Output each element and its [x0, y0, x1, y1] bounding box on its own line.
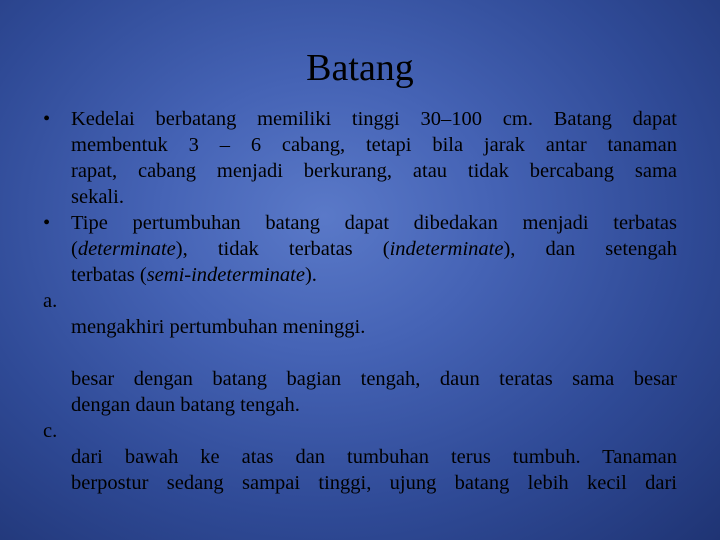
bullet-item-1: [43, 106, 677, 210]
bullet-icon: •: [43, 108, 51, 130]
bullet-2-line-3: terbatas (semi-indeterminate).: [71, 264, 317, 286]
item-c-marker: c.: [43, 420, 58, 442]
slide-title: [0, 46, 720, 90]
bullet-1-line-1: Kedelai berbatang memiliki tinggi 30–100 cm. Batang dapat: [71, 108, 677, 130]
slide-title-text: Batang: [306, 47, 414, 89]
bullet-1-line-3: rapat, cabang menjadi berkurang, atau tidak bercabang sama: [71, 160, 677, 182]
item-c-line-1: dari bawah ke atas dan tumbuhan terus tumbuh. Tanaman: [71, 446, 677, 468]
item-b-line-2: dengan daun batang tengah.: [71, 394, 300, 416]
bullet-item-2: [43, 210, 677, 288]
item-a-text: mengakhiri pertumbuhan meninggi.: [71, 316, 366, 338]
item-a-marker: a.: [43, 290, 58, 312]
bullet-2-line-2: (determinate), tidak terbatas (indeterminate), dan setengah: [71, 238, 677, 260]
bullet-2-line-1: Tipe pertumbuhan batang dapat dibedakan menjadi terbatas: [71, 212, 677, 234]
bullet-1-line-2: membentuk 3 – 6 cabang, tetapi bila jarak antar tanaman: [71, 134, 677, 156]
item-c-line-2: berpostur sedang sampai tinggi, ujung batang lebih kecil dari: [71, 472, 677, 494]
item-b-line-1: besar dengan batang bagian tengah, daun teratas sama besar: [71, 368, 677, 390]
slide-body: [43, 106, 677, 496]
list-item-a: [43, 288, 677, 340]
list-item-c: [43, 418, 677, 496]
bullet-1-line-4: sekali.: [71, 186, 124, 208]
list-item-b: [43, 340, 677, 418]
bullet-icon: •: [43, 212, 51, 234]
